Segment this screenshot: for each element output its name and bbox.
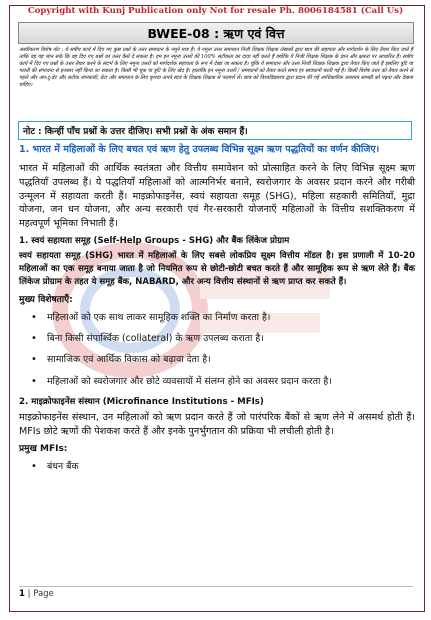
disclaimer-text: अस्वीकरण विशेष नोट : ये सत्रीय कार्य में दिए गए कुछ प्रश्नों के उत्तर समाधान के नमूने मात्र हैं। ये नमूना उत्तर समाधान निजी शिक्षक शिक्षक लेखकों द्वारा छात्र की सहायता और मार्गदर्शन के लिए तैयार किए जाते हैं ताकि वह यह जान सके कि वह दिए गए प्रश्नों का उत्तर कैसे दे सकता है। हम इन नमूना उत्तरों की 100% सटीकता का दावा नहीं करते हैं क्योंकि ये निजी शिक्षक शिक्षक के ज्ञान और क्षमता पर आधारित हैं। सत्रीय कार्य में दिए गए प्रश्नों के उत्तर तैयार करने के संदर्भ के लिए नमूना उत्तरों को मार्गदर्शक सहायता के रूप में देखा जा सकता है। चूंकि ये समाधान और उत्तर निजी शिक्षक शिक्षक द्वारा तैयार किए जाते हैं इसलिए त्रुटि या गलती की संभावना से इनकार नहीं किया जा सकता है। किसी भी चूक या त्रुटि के लिए खेद है। हालांकि इन नमूना उत्तरों / समाधानों को तैयार करते समय हर सावधानी बरती गई है। किसी विशेष उत्तर को तैयार करने से पहले और अप-टू-डेट और सटीक जानकारी, डेटा और समाधान के लिए कृपया अपने स्वयं के शिक्षक शिक्षक से परामर्श लें। छात्र को विश्वविद्यालय द्वारा प्रदान की गई आधिकारिक अध्ययन सामग्री को पढ़ना और देखना चाहिए। [19,47,413,88]
footer-divider [19,586,413,587]
list-item: • महिलाओं को स्वरोजगार और छोटे व्यवसायों में संलग्न होने का अवसर प्रदान करता है। [47,375,415,388]
shg-paragraph: स्वयं सहायता समूह (SHG) भारत में महिलाओं के लिए सबसे लोकप्रिय सूक्ष्म वित्तीय मॉडल है। इस प्रणाली में 10-20 महिलाओं का एक समूह बनाया जाता है जो नियमित रूप से छोटी-छोटी बचत करते हैं और सामूहिक रूप से ऋण लेते हैं। बैंक लिंकेज प्रोग्राम के तहत ये समूह बैंक, NABARD, और अन्य वित्तीय संस्थानों से ऋण प्राप्त कर सकते हैं। [19,250,415,288]
intro-paragraph: भारत में महिलाओं की आर्थिक स्वतंत्रता और वित्तीय समावेशन को प्रोत्साहित करने के लिए विभिन्न सूक्ष्म ऋण पद्धतियाँ उपलब्ध हैं। ये पद्धतियाँ महिलाओं को आत्मनिर्भर बनाने, स्वरोजगार के अवसर प्रदान करने और गरीबी उन्मूलन में सहायता करती हैं। माइक्रोफाइनेंस, स्वयं सहायता समूह (SHG), महिला सहकारी समितियाँ, मुद्रा योजना, जन धन योजना, और अन्य सरकारी एवं गैर-सरकारी योजनाएँ महिलाओं के वित्तीय सशक्तिकरण में महत्वपूर्ण भूमिका निभाती हैं। [19,163,415,230]
features-heading: मुख्य विशेषताएँ: [19,294,73,305]
page-word: Page [33,589,54,599]
list-item: • बंधन बैंक [47,460,415,473]
page-footer [19,589,54,599]
list-item: • बिना किसी संपार्श्विक (collateral) के ऋण उपलब्ध कराता है। [47,332,415,345]
features-list [19,311,415,389]
section-heading-mfi: 2. माइक्रोफाइनेंस संस्थान (Microfinance Institutions - MFIs) [19,397,264,408]
note-text: नोट : किन्हीं पाँच प्रश्नों के उत्तर दीजिए। सभी प्रश्नों के अंक समान हैं। [23,127,248,137]
section-heading-shg: 1. स्वयं सहायता समूह (Self-Help Groups - SHG) और बैंक लिंकेज प्रोग्राम [19,235,290,246]
list-item: • सामाजिक एवं आर्थिक विकास को बढ़ावा देता है। [47,353,415,366]
document-title: BWEE-08 : ऋण एवं वित्त [147,26,285,41]
main-content [19,143,415,481]
page-number: 1 [19,589,25,599]
mfis-heading: प्रमुख MFIs: [19,443,68,454]
mfis-list [19,460,415,473]
question-heading: 1. भारत में महिलाओं के लिए बचत एवं ऋण हेतु उपलब्ध विभिन्न सूक्ष्म ऋण पद्धतियों का वर्णन कीजिए। [19,144,380,155]
list-item: • महिलाओं को एक साथ लाकर सामूहिक शक्ति का निर्माण करता है। [47,311,415,324]
note-box [18,121,412,140]
page-separator: | [27,589,34,599]
title-bar [18,22,414,44]
mfi-paragraph: माइक्रोफाइनेंस संस्थान, उन महिलाओं को ऋण प्रदान करते हैं जो पारंपरिक बैंकों से ऋण लेने में असमर्थ होती हैं। MFIs छोटे ऋणों की पेशकश करते हैं और इनके पुनर्भुगतान की प्रक्रिया भी लचीली होती है। [19,412,415,438]
copyright-banner: Copyright with Kunj Publication only Not for resale Ph. 8006184581 (Call Us) [27,6,404,16]
